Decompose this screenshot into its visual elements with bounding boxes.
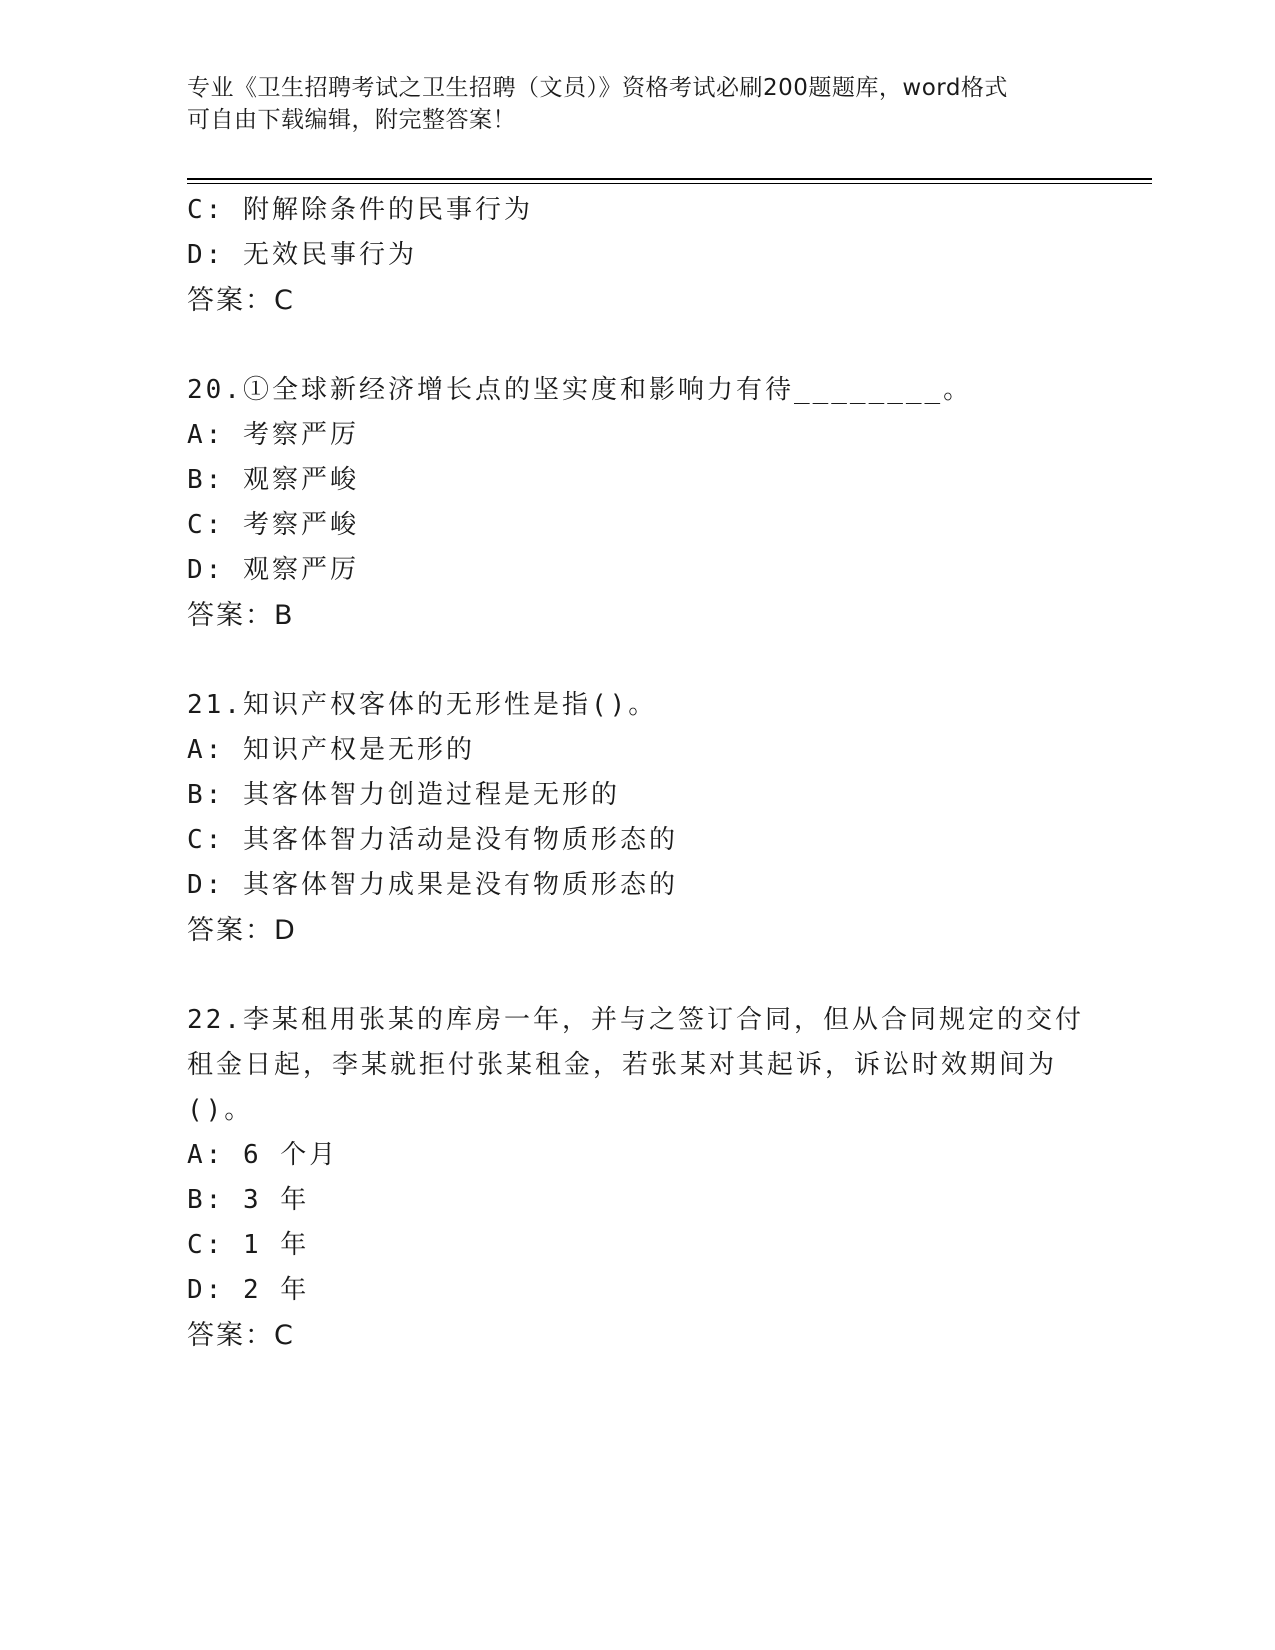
option-a: A: 6 个月	[187, 1140, 339, 1170]
option-c: C: 考察严峻	[187, 510, 359, 540]
header-title-line-2: 可自由下载编辑，附完整答案！	[187, 107, 516, 133]
question-list	[187, 188, 1087, 1358]
question-stem-line-1: 22.李某租用张某的库房一年，并与之签订合同，但从合同规定的交付	[187, 1005, 1084, 1035]
option-a: A: 考察严厉	[187, 420, 359, 450]
option-b: B: 其客体智力创造过程是无形的	[187, 780, 620, 810]
question-20	[187, 368, 1087, 638]
question-21	[187, 683, 1087, 953]
question-stem: 21.知识产权客体的无形性是指()。	[187, 690, 658, 720]
option-d: D: 观察严厉	[187, 555, 359, 585]
spacer	[187, 953, 1087, 998]
option-d: D: 2 年	[187, 1275, 310, 1305]
answer-line: 答案：D	[187, 915, 297, 946]
question-stem-line-2: 租金日起，李某就拒付张某租金，若张某对其起诉，诉讼时效期间为	[187, 1050, 1058, 1080]
option-d: D: 无效民事行为	[187, 240, 417, 270]
spacer	[187, 323, 1087, 368]
option-c: C: 1 年	[187, 1230, 310, 1260]
option-b: B: 3 年	[187, 1185, 310, 1215]
header-title-line-1: 专业《卫生招聘考试之卫生招聘（文员）》资格考试必刷200题题库，word格式	[187, 75, 1008, 101]
answer-line: 答案：C	[187, 285, 295, 316]
question-stem-line-3: ()。	[187, 1095, 254, 1125]
document-header	[187, 72, 1067, 136]
option-d: D: 其客体智力成果是没有物质形态的	[187, 870, 678, 900]
option-a: A: 知识产权是无形的	[187, 735, 475, 765]
option-c: C: 附解除条件的民事行为	[187, 195, 533, 225]
answer-line: 答案：C	[187, 1320, 295, 1351]
question-fragment	[187, 188, 1087, 323]
header-divider-thin	[187, 183, 1152, 184]
answer-line: 答案：B	[187, 600, 295, 631]
header-divider-thick	[187, 178, 1152, 180]
option-c: C: 其客体智力活动是没有物质形态的	[187, 825, 678, 855]
question-22	[187, 998, 1087, 1358]
option-b: B: 观察严峻	[187, 465, 359, 495]
spacer	[187, 638, 1087, 683]
question-stem: 20.①全球新经济增长点的坚实度和影响力有待________。	[187, 375, 973, 405]
